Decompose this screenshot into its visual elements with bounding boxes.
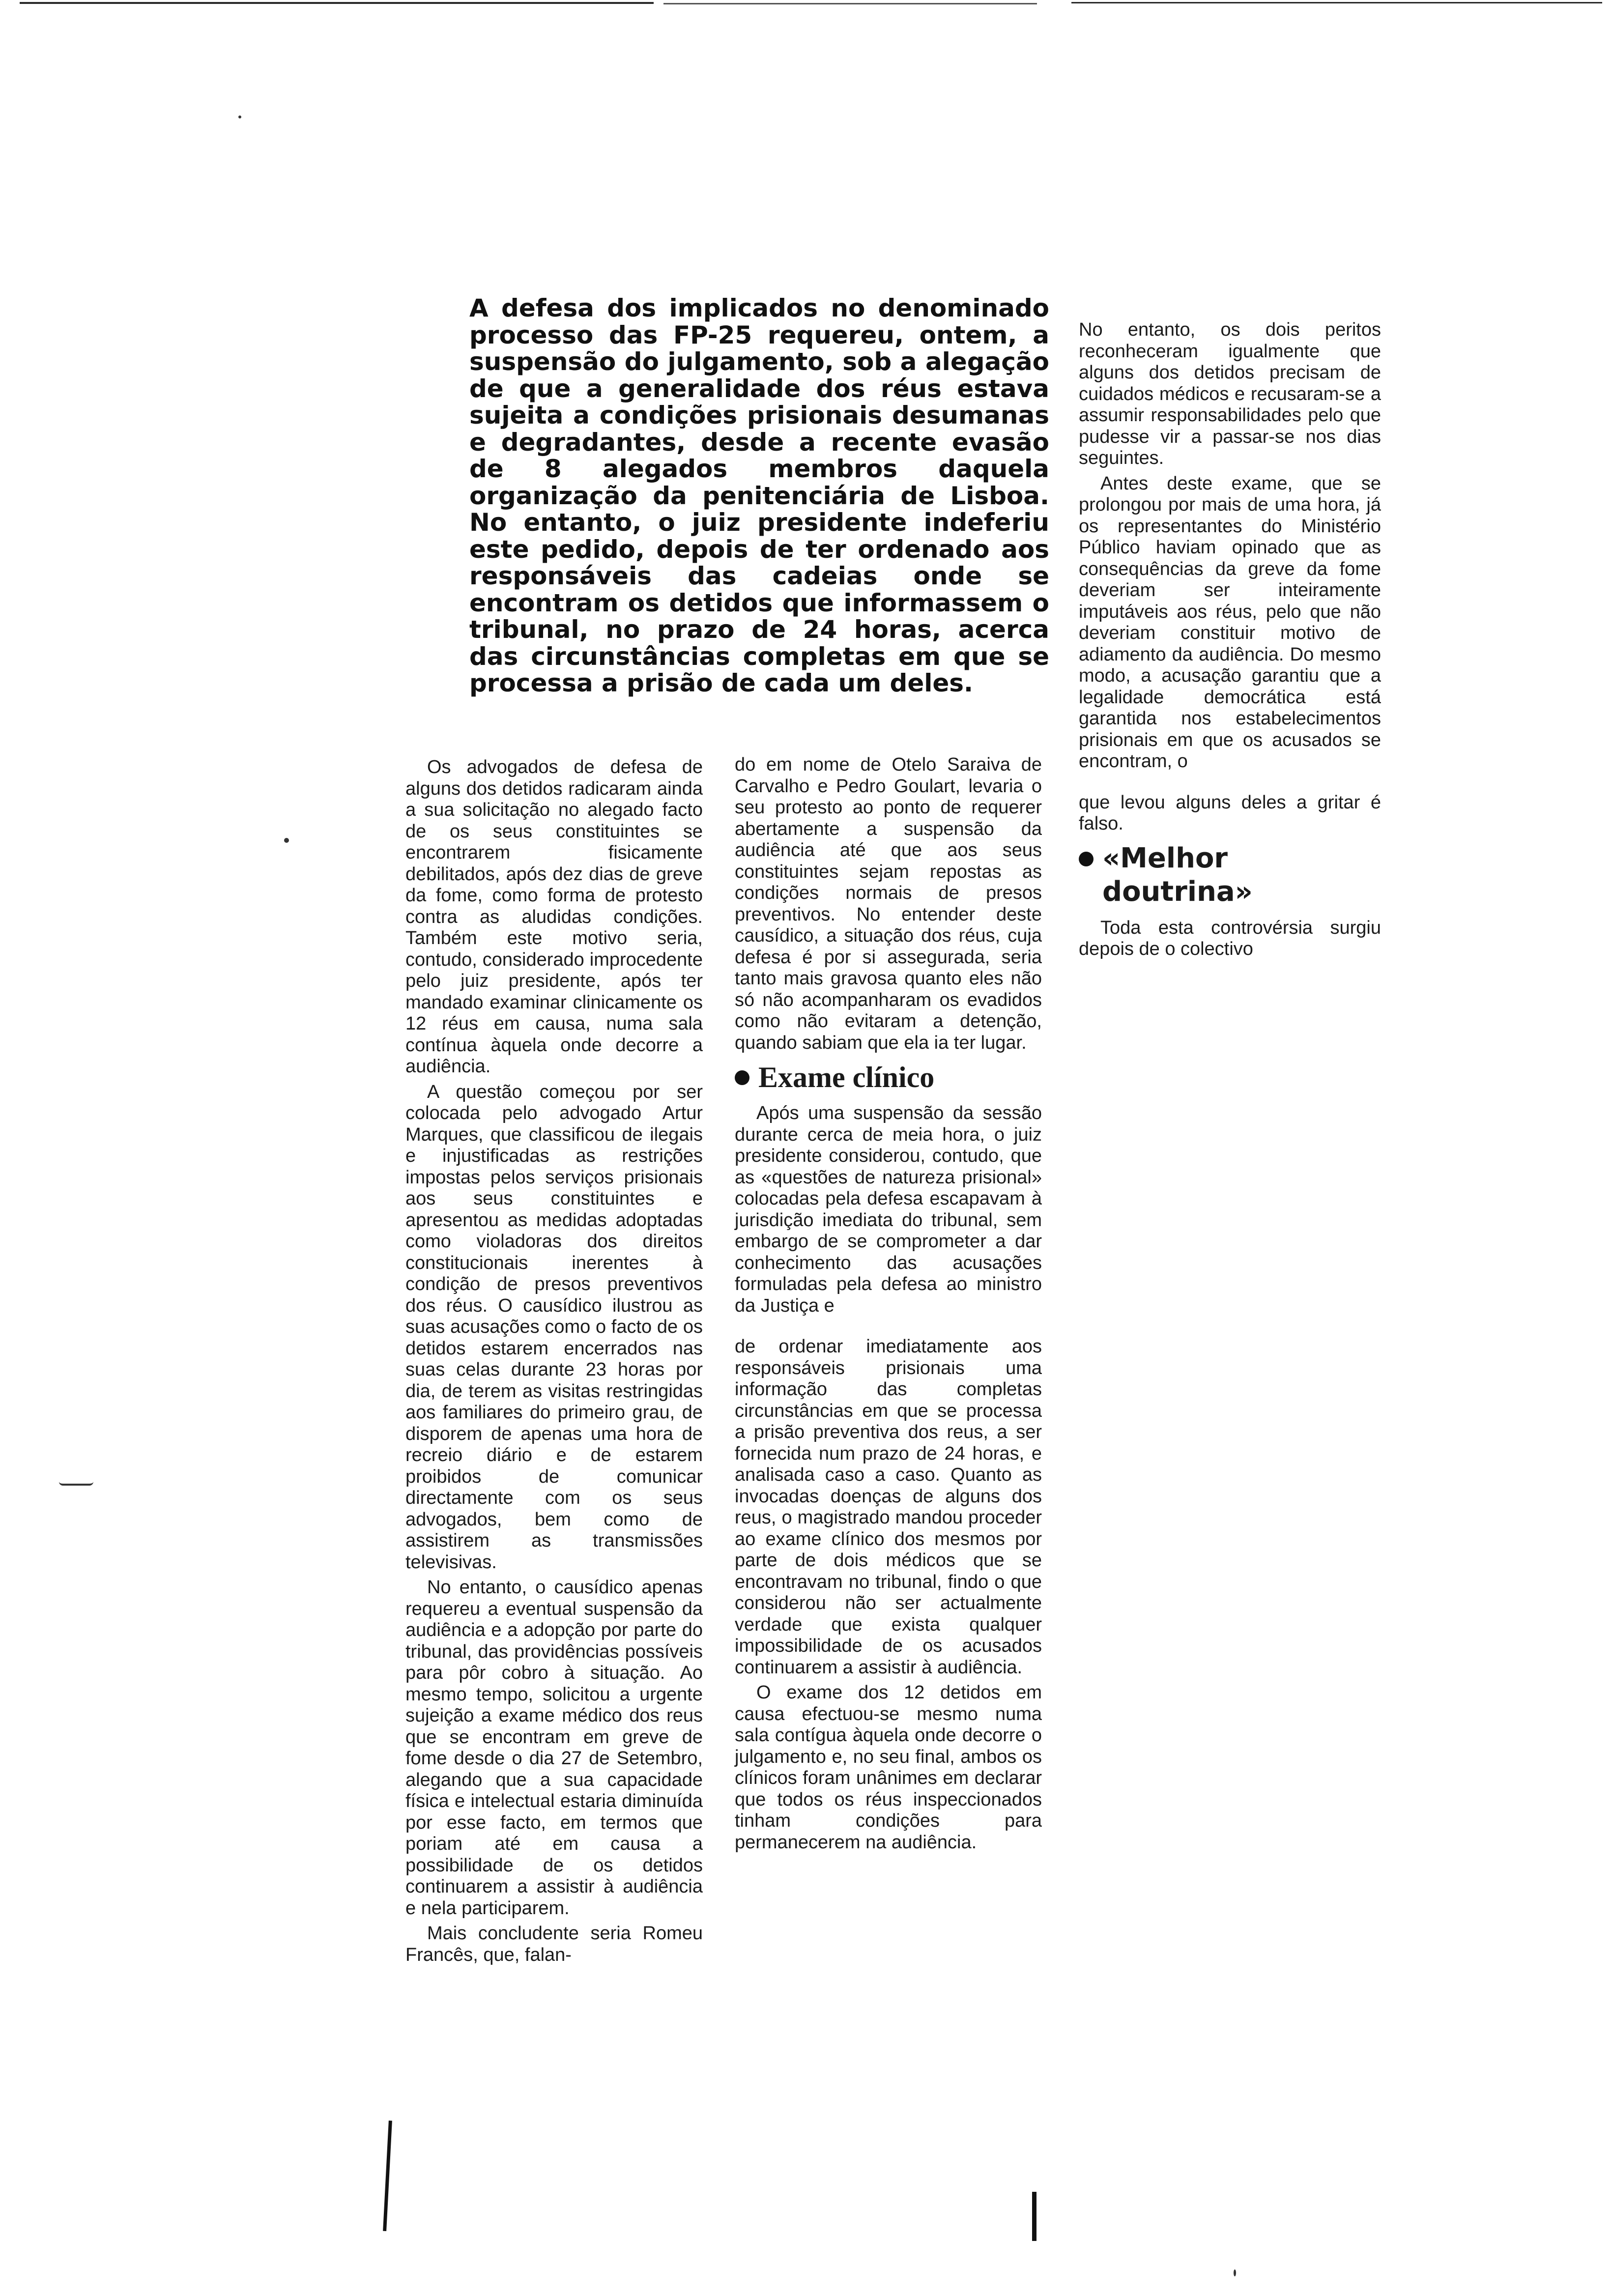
- body-paragraph: O exame dos 12 detidos em causa efectuou-se mesmo numa sala contígua àquela onde decorre o julgamento e, no seu final, ambos os clínicos foram unânimes em declarar que todos os réus inspeccionados tinham condições para permanecerem na audiência.: [735, 1682, 1042, 1853]
- scan-speck: [1234, 2269, 1236, 2276]
- body-paragraph: Antes deste exame, que se prolongou por mais de uma hora, já os representantes do Ministério Público haviam opinado que as consequências da greve da fome deveriam ser inteiramente imputáveis aos réus, pelo que não deveriam constituir motivo de adiamento da audiência. Do mesmo modo, a acusação garantiu que a legalidade democrática está garantida nos estabelecimentos prisionais em que os acusados se encontram, o: [1079, 473, 1381, 772]
- bullet-icon: [735, 1070, 749, 1085]
- body-paragraph: A questão começou por ser colocada pelo advogado Artur Marques, que classificou de ilegais e injustificadas as restrições impostas pelos serviços prisionais aos seus constituintes e apresentou as medidas adoptadas como violadoras dos direitos constitucionais inerentes à condição de presos preventivos dos réus. O causídico ilustrou as suas acusações como o facto de os detidos estarem encerrados nas suas celas durante 23 horas por dia, de terem as visitas restringidas aos familiares do primeiro grau, de disporem de apenas uma hora de recreio diário e de estarem proibidos de comunicar directamente com os seus advogados, bem como de assistirem as transmissões televisivas.: [405, 1081, 703, 1573]
- margin-mark: [1032, 2192, 1036, 2241]
- scan-speck: [284, 838, 289, 843]
- section-subhead: [1079, 842, 1381, 909]
- body-paragraph: Mais concludente seria Romeu Francês, que, falan-: [405, 1923, 703, 1965]
- body-paragraph: Os advogados de defesa de alguns dos detidos radicaram ainda a sua solicitação no alegado facto de os seus constituintes se encontrarem fisicamente debilitados, após dez dias de greve da fome, como forma de protesto contra as aludidas condições. Também este motivo seria, contudo, considerado improcedente pelo juiz presidente, após ter mandado examinar clinicamente os 12 réus em causa, numa sala contínua àquela onde decorre a audiência.: [405, 757, 703, 1077]
- body-paragraph: No entanto, os dois peritos reconheceram igualmente que alguns dos detidos precisam de cuidados médicos e recusaram-se a assumir responsabilidades pelo que pudesse vir a passar-se nos dias seguintes.: [1079, 319, 1381, 468]
- scan-mark: [59, 1482, 93, 1486]
- article-column-1: [405, 757, 703, 1970]
- body-paragraph: Toda esta controvérsia surgiu depois de o colectivo: [1079, 917, 1381, 959]
- margin-mark: [383, 2121, 392, 2231]
- subhead-text: «Melhor doutrina»: [1102, 842, 1253, 908]
- body-paragraph: do em nome de Otelo Saraiva de Carvalho e Pedro Goulart, levaria o seu protesto ao ponto de requerer abertamente a suspensão da audiência até que aos seus constituintes sejam repostas as condições normais de presos preventivos. No entender deste causídico, a situação dos réus, cuja defesa é por si assegurada, seria tanto mais gravosa quanto eles não só não acompanharam os evadidos como não evitaram a detenção, quando sabiam que ela ia ter lugar.: [735, 754, 1042, 1053]
- lead-paragraph: A defesa dos implicados no denominado processo das FP-25 requereu, ontem, a suspensão do julgamento, sob a alegação de que a generalidade dos réus estava sujeita a condições prisionais desumanas e degradantes, desde a recente evasão de 8 alegados membros daquela organização da penitenciária de Lisboa. No entanto, o juiz presidente indeferiu este pedido, depois de ter ordenado aos responsáveis das cadeias onde se encontram os detidos que informassem o tribunal, no prazo de 24 horas, acerca das circunstâncias completas em que se processa a prisão de cada um deles.: [469, 294, 1049, 697]
- body-paragraph: Após uma suspensão da sessão durante cerca de meia hora, o juiz presidente considerou, contudo, que as «questões de natureza prisional» colocadas pela defesa escapavam à jurisdição imediata do tribunal, sem embargo de se comprometer a dar conhecimento das acusações formuladas pela defesa ao ministro da Justiça e: [735, 1103, 1042, 1316]
- body-paragraph: de ordenar imediatamente aos responsáveis prisionais uma informação das completas circunstâncias em que se processa a prisão preventiva dos reus, a ser fornecida num prazo de 24 horas, e analisada caso a caso. Quanto as invocadas doenças de alguns dos reus, o magistrado mandou proceder ao exame clínico dos mesmos por parte de dois médicos que se encontravam no tribunal, findo o que considerou não ser actualmente verdade que exista qualquer impossibilidade de os acusados continuarem a assistir à audiência.: [735, 1336, 1042, 1678]
- section-subhead: [735, 1061, 1042, 1094]
- scan-speck: [238, 115, 241, 118]
- body-paragraph: que levou alguns deles a gritar é falso.: [1079, 792, 1381, 834]
- top-rule: [1071, 2, 1602, 3]
- bullet-icon: [1079, 852, 1094, 866]
- top-rule: [20, 2, 654, 4]
- article-column-2: [735, 754, 1042, 1857]
- subhead-text: Exame clínico: [758, 1061, 935, 1093]
- article-column-3: [1079, 319, 1381, 964]
- body-paragraph: No entanto, o causídico apenas requereu a eventual suspensão da audiência e a adopção por parte do tribunal, das providências possíveis para pôr cobro à situação. Ao mesmo tempo, solicitou a urgente sujeição a exame médico dos reus que se encontram em greve de fome desde o dia 27 de Setembro, alegando que a sua capacidade física e intelectual estaria diminuída por esse facto, em termos que poriam até em causa a possibilidade de os detidos continuarem a assistir à audiência e nela participarem.: [405, 1577, 703, 1919]
- top-rule: [663, 3, 1037, 4]
